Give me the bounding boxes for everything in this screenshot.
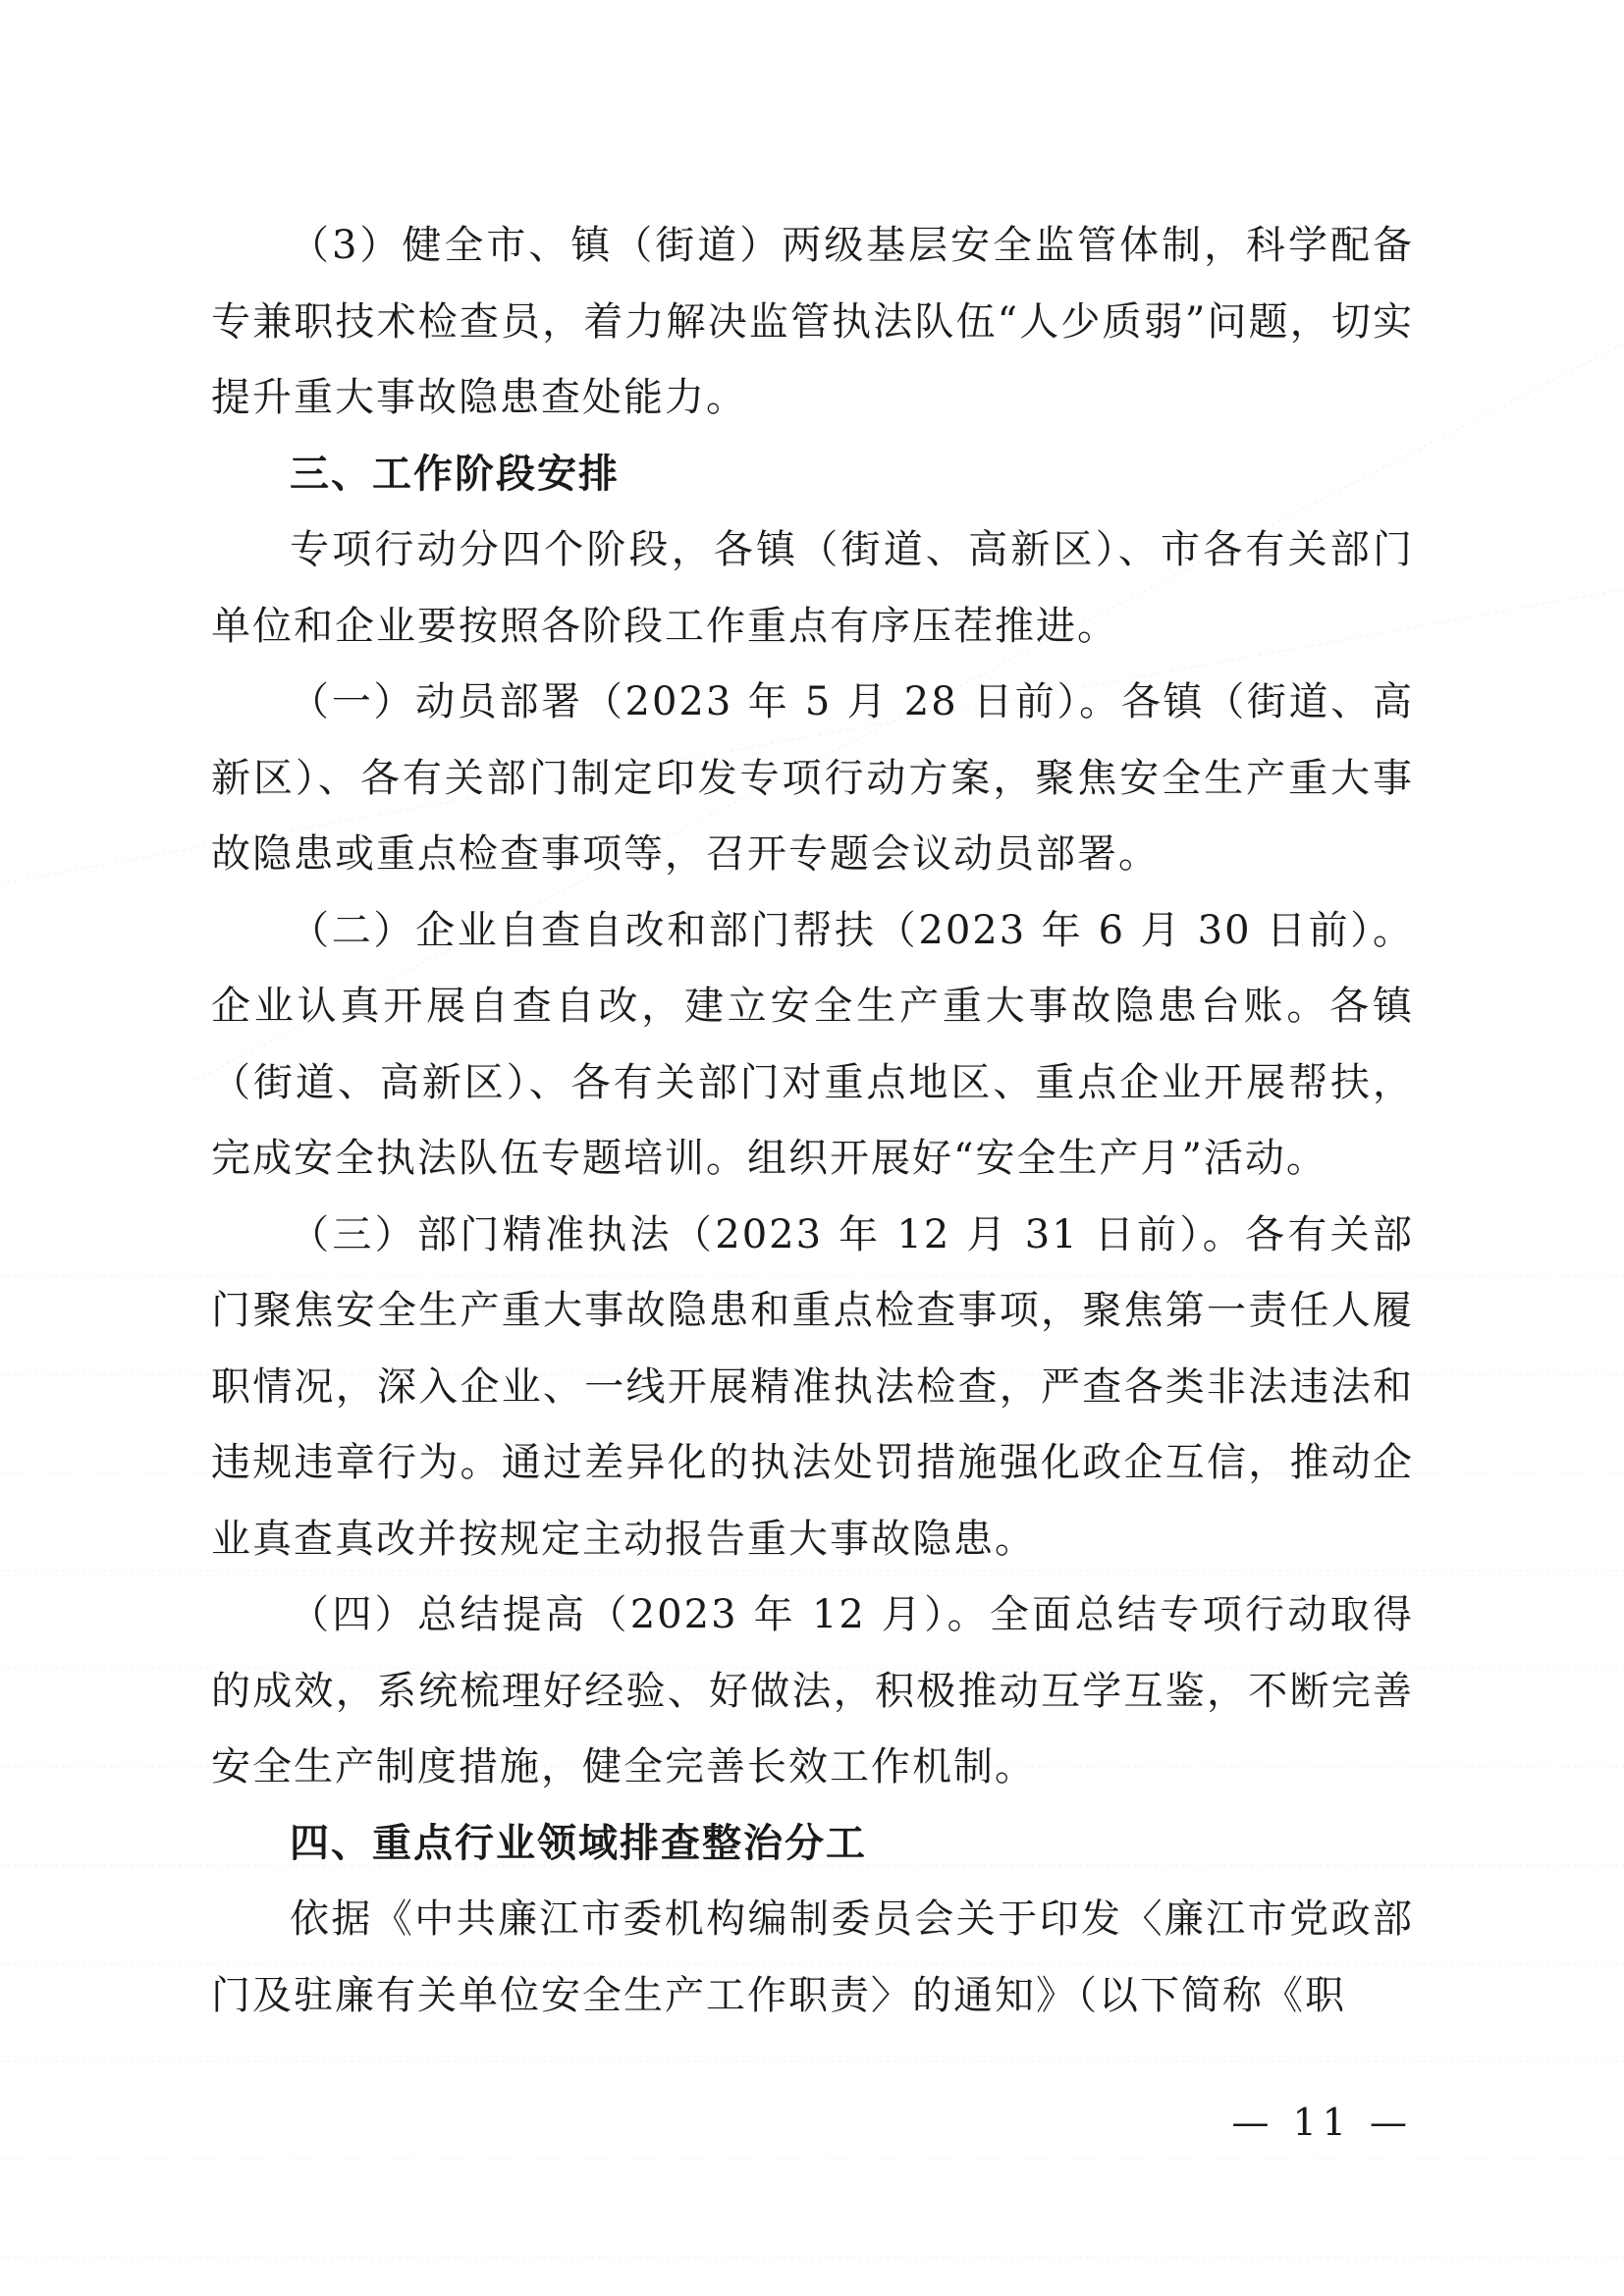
- paragraph-stages-intro: 专项行动分四个阶段，各镇（街道、高新区）、市各有关部门单位和企业要按照各阶段工作重点有序压茬推进。: [211, 527, 1414, 649]
- paragraph-stage-3: （三）部门精准执法（2023 年 12 月 31 日前）。各有关部门聚焦安全生产重大事故隐患和重点检查事项，聚焦第一责任人履职情况，深入企业、一线开展精准执法检查，严查各类非法违法和违规违章行为。通过差异化的执法处罚措施强化政企互信，推动企业真查真改并按规定主动报告重大事故隐患。: [211, 1211, 1414, 1562]
- section-heading-4: 四、重点行业领域排查整治分工: [290, 1820, 867, 1866]
- paragraph-stage-4: （四）总结提高（2023 年 12 月）。全面总结专项行动取得的成效，系统梳理好经验、好做法，积极推动互学互鉴，不断完善安全生产制度措施，健全完善长效工作机制。: [211, 1592, 1414, 1789]
- section-heading-3: 三、工作阶段安排: [290, 451, 620, 497]
- paragraph-stage-1: （一）动员部署（2023 年 5 月 28 日前）。各镇（街道、高新区）、各有关部门制定印发专项行动方案，聚焦安全生产重大事故隐患或重点检查事项等，召开专题会议动员部署。: [211, 679, 1414, 877]
- paragraph-duty-basis: 依据《中共廉江市委机构编制委员会关于印发〈廉江市党政部门及驻廉有关单位安全生产工作职责〉的通知》（以下简称《职: [211, 1896, 1414, 2018]
- page-number: — 11 —: [1231, 2101, 1413, 2144]
- paragraph-3-supervision: （3）健全市、镇（街道）两级基层安全监管体制，科学配备专兼职技术检查员，着力解决监管执法队伍“人少质弱”问题，切实提升重大事故隐患查处能力。: [211, 223, 1414, 420]
- document-body: [211, 208, 1414, 2034]
- paragraph-stage-2: （二）企业自查自改和部门帮扶（2023 年 6 月 30 日前）。企业认真开展自查自改，建立安全生产重大事故隐患台账。各镇（街道、高新区）、各有关部门对重点地区、重点企业开展帮扶，完成安全执法队伍专题培训。组织开展好“安全生产月”活动。: [211, 907, 1414, 1181]
